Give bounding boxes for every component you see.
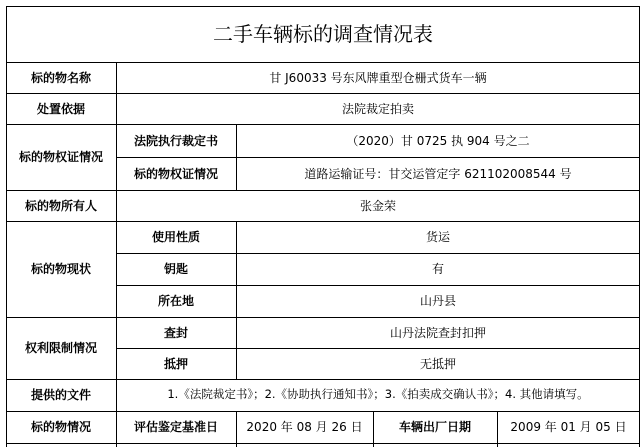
ruling-value: （2020）甘 0725 执 904 号之二: [346, 133, 530, 148]
basis-label: 处置依据: [36, 101, 85, 116]
factory-date-label: 车辆出厂日期: [398, 420, 471, 434]
location-value: 山丹县: [419, 294, 456, 308]
condition-label: 标的物情况: [30, 420, 91, 434]
seal-value: 山丹法院查封扣押: [389, 325, 486, 340]
usage-value: 货运: [425, 230, 450, 244]
owner-value: 张金荣: [359, 198, 396, 213]
owner-label: 标的物所有人: [24, 198, 97, 213]
page-title: 二手车辆标的调查情况表: [213, 22, 433, 46]
object-name-label: 标的物名称: [30, 70, 91, 85]
location-label: 所在地: [157, 294, 194, 308]
mortgage-label: 抵押: [163, 356, 188, 371]
ruling-label: 法院执行裁定书: [133, 133, 218, 148]
eval-date-label: 评估鉴定基准日: [133, 420, 218, 434]
status-label: 标的物现状: [30, 262, 91, 276]
seal-label: 查封: [163, 325, 188, 340]
grid-line: [6, 443, 640, 444]
files-label: 提供的文件: [30, 388, 91, 402]
mortgage-value: 无抵押: [419, 356, 456, 371]
certificate-value: 道路运输证号：甘交运管定字 621102008544 号: [304, 166, 572, 181]
ownership-label: 标的物权证情况: [18, 150, 103, 164]
usage-label: 使用性质: [151, 230, 200, 244]
keys-value: 有: [431, 262, 444, 276]
restriction-label: 权利限制情况: [24, 341, 97, 355]
files-value: 1.《法院裁定书》；2.《协助执行通知书》；3.《拍卖成交确认书》；4. 其他请填写。: [167, 387, 589, 402]
eval-date-value: 2020 年 08 月 26 日: [246, 420, 363, 434]
object-name-value: 甘 J60033 号东风牌重型仓栅式货车一辆: [269, 70, 487, 85]
certificate-label: 标的物权证情况: [133, 166, 218, 181]
factory-date-value: 2009 年 01 月 05 日: [510, 420, 627, 434]
keys-label: 钥匙: [163, 262, 188, 276]
basis-value: 法院裁定拍卖: [341, 101, 414, 116]
